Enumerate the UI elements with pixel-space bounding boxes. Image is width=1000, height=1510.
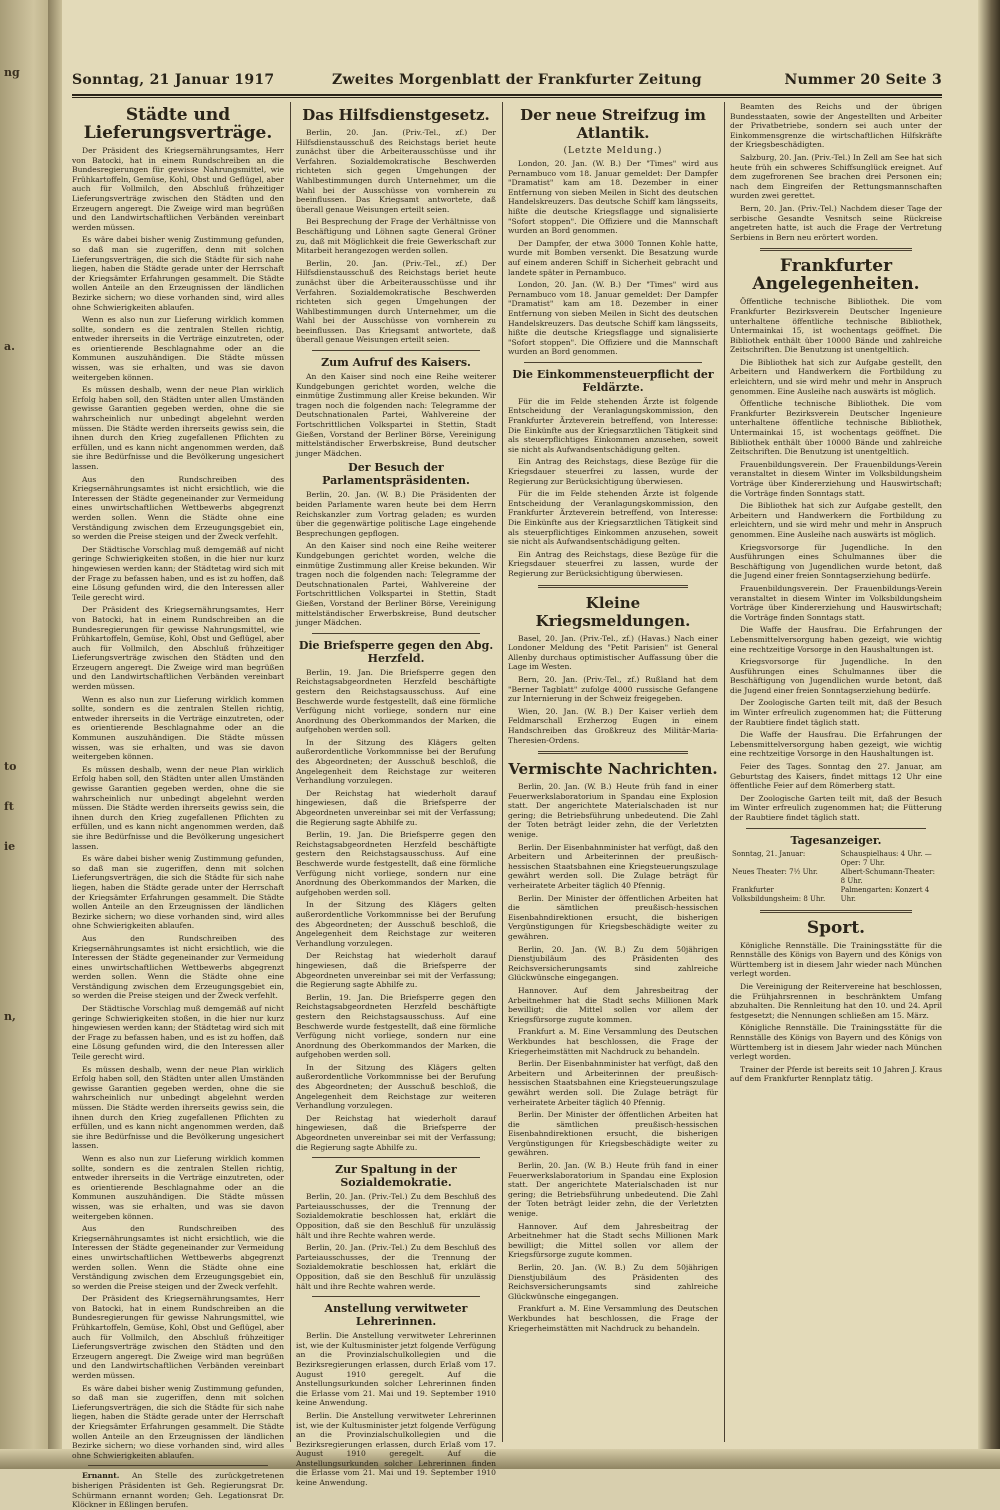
article-paragraph: Aus den Rundschreiben des Kriegsernährungsamtes ist nicht ersichtlich, wie die Interessen der Städte gegeneinander zur Vermeidung eines unwirtschaftlichen Wettbewerbs abgegrenzt werden sollen. Wenn die Städte ohne eine Verständigung zwischen dem Erzeugungsgebiet ein, so werden die Preise steigen und der Zweck verfehlt. bbox=[72, 933, 284, 1001]
article-subheading: (Letzte Meldung.) bbox=[563, 146, 663, 156]
article-paragraph: Berlin. Der Minister der öffentlichen Arbeiten hat die sämtlichen preußisch-hessischen Eisenbahndirektionen ersucht, die bisherigen Vergünstigungen für Kriegsbeschädigte weiter zu gewähren. bbox=[508, 893, 718, 941]
article-paragraph: Der Reichstag hat wiederholt darauf hingewiesen, daß die Briefsperre der Abgeordneten unvereinbar sei mit der Verfassung; die Regierung sagte Abhilfe zu. bbox=[296, 951, 496, 990]
section-rule bbox=[88, 1465, 268, 1466]
article-paragraph: Frauenbildungsverein. Der Frauenbildungs-Verein veranstaltet in diesem Winter im Volksbildungsheim Vorträge über Kindererziehung und Hauswirtschaft; die Vorträge finden Sonntags statt. bbox=[730, 459, 942, 498]
article-paragraph: Feier des Tages. Sonntag den 27. Januar, am Geburtstag des Kaisers, findet mittags 12 Uhr eine öffentliche Feier auf dem Römerberg statt. bbox=[730, 762, 942, 791]
article-paragraph: London, 20. Jan. (W. B.) Der "Times" wird aus Pernambuco vom 18. Januar gemeldet: Der Dampfer "Dramatist" kam am 18. Dezember in einer Entfernung von sieben Meilen in Sicht des deutschen Handelskreuzers. Das deutsche Schiff kam längsseits, hißte die deutsche Kriegsflagge und signalisierte "Sofort stoppen". Die Offiziere und die Mannschaft wurden an Bord genommen. bbox=[508, 159, 718, 236]
article-paragraph: Berlin, 20. Jan. (W. B.) Heute früh fand in einer Feuerwerkslaboratorium in Spandau eine Explosion statt. Der angerichtete Materialschaden ist nur gering; die Betriebsführung unbedeutend. Die Zahl der Toten beträgt leider zehn, die der Verletzten wenige. bbox=[508, 1161, 718, 1219]
article-paragraph: Berlin, 20. Jan. (Priv.-Tel., zf.) Der Hilfsdienstausschuß des Reichstags beriet heute zunächst über die Arbeiterausschüsse und ihr Verfahren. Sozialdemokratische Beschwerden richteten sich gegen Umgehungen der Wahlbestimmungen durch Unternehmer, um die Wahl bei der Ausschüsse von vornherein zu beeinflussen. Das Kriegsamt antwortete, daß überall genaue Weisungen erteilt seien. bbox=[296, 128, 496, 214]
article-paragraph: Berlin, 19. Jan. Die Briefsperre gegen den Reichstagsabgeordneten Herzfeld beschäftigte gestern den Reichstagsausschuss. Auf eine Beschwerde wurde festgestellt, daß eine förmliche Verfügung nicht vorliege, sondern nur eine Anordnung des Oberkommandos der Marken, die aufgehoben werden soll. bbox=[296, 667, 496, 735]
page-edge-shadow bbox=[978, 0, 1000, 1469]
article-paragraph: Frankfurt a. M. Eine Versammlung des Deutschen Werkbundes hat beschlossen, die Frage der Kriegerheimstätten mit Nachdruck zu behandeln. bbox=[508, 1304, 718, 1333]
article-paragraph: Öffentliche technische Bibliothek. Die vom Frankfurter Bezirksverein Deutscher Ingenieure unterhaltene öffentliche technische Bibliothek, Untermainkai 15, ist wochentags geöffnet. Die Bibliothek enthält über 10000 Bände und zahlreiche Zeitschriften. Die Benutzung ist unentgeltlich. bbox=[730, 399, 942, 457]
article-paragraph: Es müssen deshalb, wenn der neue Plan wirklich Erfolg haben soll, den Städten unter allen Umständen gewisse Garantien gegeben werden, ohne die sie wahrscheinlich nur unbedingt abgelehnt werden müssen. Die Städte werden ihrerseits gewiss sein, die ihnen durch den Krieg zugefallenen Pflichten zu erfüllen, und es kann nicht angenommen werden, daß sie ihre Bedürfnisse und die Bevölkerung ungesichert lassen. bbox=[72, 385, 284, 471]
article-paragraph: Berlin, 20. Jan. (W. B.) Zu dem 50jährigen Dienstjubiläum des Präsidenten des Reichsversicherungsamts sind zahlreiche Glückwünsche eingegangen. bbox=[508, 1263, 718, 1301]
margin-mark: ng bbox=[4, 66, 20, 79]
article-headline: Zum Aufruf des Kaisers. bbox=[321, 356, 471, 370]
events-listing bbox=[730, 850, 942, 904]
article-headline: Die Briefsperre gegen den Abg. Herzfeld. bbox=[298, 638, 494, 665]
article-paragraph: Es müssen deshalb, wenn der neue Plan wirklich Erfolg haben soll, den Städten unter allen Umständen gewisse Garantien gegeben werden, ohne die sie wahrscheinlich nur unbedingt abgelehnt werden müssen. Die Städte werden ihrerseits gewiss sein, die ihnen durch den Krieg zugefallenen Pflichten zu erfüllen, und es kann nicht angenommen werden, daß sie ihre Bedürfnisse und die Bevölkerung ungesichert lassen. bbox=[72, 764, 284, 851]
section-rule bbox=[312, 1157, 480, 1158]
article-paragraph: Es wäre dabei bisher wenig Zustimmung gefunden, so daß man sie zugeriffen, denn mit solchen Lieferungsverträgen, die sich die Städte für sich nahe liegen, haben die Städte gerade unter der Herrschaft der Kriegsämter Erfahrungen gesammelt. Die Städte wollen Anteile an den Erzeugnissen der ländlichen Bezirke sichern; wo diese vorhanden sind, wird alles ohne Schwierigkeiten ablaufen. bbox=[72, 854, 284, 931]
article-paragraph: Der Dampfer, der etwa 3000 Tonnen Kohle hatte, wurde mit Bomben versenkt. Die Besatzung wurde auf einem anderen Schiff in Sicherheit gebracht und landete später in Pernambuco. bbox=[508, 238, 718, 277]
article-paragraph: Der Präsident des Kriegsernährungsamtes, Herr von Batocki, hat in einem Rundschreiben an die Bundesregierungen für gewisse Nahrungsmittel, wie Frühkartoffeln, Gemüse, Kohl, Obst und Geflügel, aber auch für Vollmilch, den Abschluß frühzeitiger Lieferungsverträge zwischen den Städten und den Erzeugern angeregt. Die Zweige wird man begrüßen und den Landwirtschaftlichen Verbänden vereinbart werden müssen. bbox=[72, 605, 284, 692]
article-paragraph: An den Kaiser sind noch eine Reihe weiterer Kundgebungen gerichtet worden, welche die einmütige Zustimmung aller Kreise bekunden. Wir tragen noch die folgenden nach: Telegramme der Deutschnationalen Partei, Wahlvereine der Fortschrittlichen Volkspartei in Stettin, Stadt Gießen, Vorstand der Berliner Börse, Vereinigung mittelständischer Erwerbskreise, Bund deutscher junger Mädchen. bbox=[296, 541, 496, 628]
article-paragraph: Der Präsident des Kriegsernährungsamtes, Herr von Batocki, hat in einem Rundschreiben an die Bundesregierungen für gewisse Nahrungsmittel, wie Frühkartoffeln, Gemüse, Kohl, Obst und Geflügel, aber auch für Vollmilch, den Abschluß frühzeitiger Lieferungsverträge zwischen den Städten und den Erzeugern angeregt. Die Zweige wird man begrüßen und den Landwirtschaftlichen Verbänden vereinbart werden müssen. bbox=[72, 146, 284, 232]
article-paragraph: Der Zoologische Garten teilt mit, daß der Besuch im Winter erfreulich zugenommen hat; die Fütterung der Raubtiere findet täglich statt. bbox=[730, 698, 942, 727]
article-paragraph: Berlin. Der Minister der öffentlichen Arbeiten hat die sämtlichen preußisch-hessischen Eisenbahndirektionen ersucht, die bisherigen Vergünstigungen für Kriegsbeschädigte weiter zu gewähren. bbox=[508, 1110, 718, 1158]
page-header bbox=[72, 70, 942, 96]
article-headline: Die Einkommensteuerpflicht der Feldärzte. bbox=[512, 367, 714, 394]
article-paragraph: Königliche Rennställe. Die Trainingsstätte für die Rennställe des Königs von Bayern und des Königs von Württemberg ist in diesem Jahr wieder nach München verlegt worden. bbox=[730, 940, 942, 979]
article-paragraph: Es wäre dabei bisher wenig Zustimmung gefunden, so daß man sie zugeriffen, denn mit solchen Lieferungsverträgen, die sich die Städte für sich nahe liegen, haben die Städte gerade unter der Herrschaft der Kriegsämter Erfahrungen gesammelt. Die Städte wollen Anteile an den Erzeugnissen der ländlichen Bezirke sichern; wo diese vorhanden sind, wird alles ohne Schwierigkeiten ablaufen. bbox=[72, 235, 284, 312]
article-paragraph: Wenn es also nun zur Lieferung wirklich kommen sollte, sondern es die zentralen Stellen richtig, entweder ihrerseits in die Verträge einzutreten, oder es orientierende Beschlagnahme oder an die Kommunen auszuhändigen. Die Städte müssen wissen, was sie erhalten, und was sie davon weitergeben können. bbox=[72, 694, 284, 762]
table-cell: Palmengarten: Konzert 4 Uhr. bbox=[840, 885, 930, 903]
column-rule bbox=[724, 102, 725, 1442]
table-cell: Schauspielhaus: 4 Uhr. — Oper: 7 Uhr. bbox=[840, 849, 932, 867]
article-paragraph: Beamten des Reichs und der übrigen Bundesstaaten, sowie der Angestellten und Arbeiter der Privatbetriebe, sondern sei auch unter der Einkommensgrenze die wirtschaftlichen Hilfskräfte der Kriegsbeschädigten. bbox=[730, 102, 942, 150]
table-cell: Neues Theater: 7½ Uhr. bbox=[732, 867, 818, 876]
section-rule bbox=[524, 362, 702, 363]
article-paragraph: Die Vereinigung der Reitervereine hat beschlossen, die Frühjahrsrennen in beschränktem Umfang abzuhalten. Die Rennleitung hat den 10. und 24. April festgesetzt; die Nennungen schließen am 15. März. bbox=[730, 981, 942, 1020]
article-paragraph: Öffentliche technische Bibliothek. Die vom Frankfurter Bezirksverein Deutscher Ingenieure unterhaltene öffentliche technische Bibliothek, Untermainkai 15, ist wochentags geöffnet. Die Bibliothek enthält über 10000 Bände und zahlreiche Zeitschriften. Die Benutzung ist unentgeltlich. bbox=[730, 297, 942, 355]
article-paragraph: Wenn es also nun zur Lieferung wirklich kommen sollte, sondern es die zentralen Stellen richtig, entweder ihrerseits in die Verträge einzutreten, oder es orientierende Beschlagnahme oder an die Kommunen auszuhändigen. Die Städte müssen wissen, was sie erhalten, und was sie davon weitergeben können. bbox=[72, 1153, 284, 1221]
article-paragraph: Die Waffe der Hausfrau. Die Erfahrungen der Lebensmittelversorgung haben gezeigt, wie wichtig eine rechtzeitige Vorsorge in den Haushaltungen ist. bbox=[730, 730, 942, 759]
table-cell: Albert-Schumann-Theater: 8 Uhr. bbox=[840, 867, 935, 885]
page-gutter bbox=[48, 0, 62, 1469]
section-rule bbox=[312, 350, 480, 351]
section-rule bbox=[760, 248, 912, 251]
margin-mark: ft bbox=[4, 800, 14, 813]
table-row bbox=[730, 886, 942, 904]
margin-mark: ie bbox=[4, 840, 16, 853]
article-headline: Der Besuch der Parlamentspräsidenten. bbox=[322, 461, 470, 488]
section-rule bbox=[746, 828, 926, 829]
article-paragraph: Aus den Rundschreiben des Kriegsernährungsamtes ist nicht ersichtlich, wie die Interessen der Städte gegeneinander zur Vermeidung eines unwirtschaftlichen Wettbewerbs abgegrenzt werden sollen. Wenn die Städte ohne eine Verständigung zwischen dem Erzeugungsgebiet ein, so werden die Preise steigen und der Zweck verfehlt. bbox=[72, 1224, 284, 1291]
article-paragraph: Salzburg, 20. Jan. (Priv.-Tel.) In Zell am See hat sich heute früh ein schweres Schiffsunglück ereignet. Auf dem zugefrorenen See brachen drei Personen ein; nach dem Eingreifen der Rettungsmannschaften wurden zwei gerettet. bbox=[730, 152, 942, 201]
article-paragraph: Hannover. Auf dem Jahresbeitrag der Arbeitnehmer hat die Stadt sechs Millionen Mark bewilligt; die Mittel sollen vor allem der Kriegsfürsorge zugute kommen. bbox=[508, 985, 718, 1024]
article-paragraph: Der Städtische Vorschlag muß demgemäß auf nicht geringe Schwierigkeiten stoßen, in die hier nur kurz hingewiesen werden kann; der Städtetag wird sich mit der Frage zu befassen haben, und es ist zu hoffen, daß eine Lösung gefunden wird, die den Interessen aller Teile gerecht wird. bbox=[72, 544, 284, 602]
note-paragraph bbox=[72, 1471, 284, 1509]
table-cell: Sonntag, 21. Januar: bbox=[732, 849, 806, 858]
article-paragraph: Berlin. Der Eisenbahnminister hat verfügt, daß den Arbeitern und Arbeiterinnen der preußisch-hessischen Staatsbahnen eine Kriegsteuerungszulage gewährt werden soll. Die Zulage beträgt für verheiratete Arbeiter täglich 40 Pfennig. bbox=[508, 1059, 718, 1107]
adjacent-page-strip bbox=[0, 0, 48, 1469]
article-paragraph: Berlin, 20. Jan. (W. B.) Heute früh fand in einer Feuerwerkslaboratorium in Spandau eine Explosion statt. Der angerichtete Materialschaden ist nur gering; die Betriebsführung unbedeutend. Die Zahl der Toten beträgt leider zehn, die der Verletzten wenige. bbox=[508, 782, 718, 840]
column-4 bbox=[730, 102, 942, 1442]
article-headline: Städte und Lieferungsverträge. bbox=[83, 105, 273, 143]
header-page-number: Nummer 20 Seite 3 bbox=[784, 72, 942, 88]
article-paragraph: Basel, 20. Jan. (Priv.-Tel., zf.) (Havas.) Nach einer Londoner Meldung des "Petit Parisien" ist General Allenby durchaus optimistischer Auffassung über die Lage im Westen. bbox=[508, 633, 718, 672]
article-headline: Kleine Kriegsmeldungen. bbox=[535, 593, 691, 630]
article-paragraph: Berlin, 20. Jan. (Priv.-Tel.) Zu dem Beschluß des Parteiausschusses, der die Trennung der Sozialdemokratie beschlossen hat, erklärt die Opposition, daß sie den Beschluß für unzulässig hält und ihre Rechte wahren werde. bbox=[296, 1192, 496, 1240]
margin-mark: n, bbox=[4, 1010, 16, 1023]
article-paragraph: Es wäre dabei bisher wenig Zustimmung gefunden, so daß man sie zugeriffen, denn mit solchen Lieferungsverträgen, die sich die Städte für sich nahe liegen, haben die Städte gerade unter der Herrschaft der Kriegsämter Erfahrungen gesammelt. Die Städte wollen Anteile an den Erzeugnissen der ländlichen Bezirke sichern; wo diese vorhanden sind, wird alles ohne Schwierigkeiten ablaufen. bbox=[72, 1383, 284, 1460]
article-headline: Sport. bbox=[806, 917, 866, 938]
article-paragraph: Berlin. Der Eisenbahnminister hat verfügt, daß den Arbeitern und Arbeiterinnen der preußisch-hessischen Staatsbahnen eine Kriegsteuerungszulage gewährt werden soll. Die Zulage beträgt für verheiratete Arbeiter täglich 40 Pfennig. bbox=[508, 842, 718, 891]
article-paragraph: Ein Antrag des Reichstags, diese Bezüge für die Kriegsdauer steuerfrei zu lassen, wurde der Regierung zur Berücksichtigung überwiesen. bbox=[508, 457, 718, 486]
article-headline: Anstellung verwitweter Lehrerinnen. bbox=[324, 1302, 468, 1329]
article-paragraph: Königliche Rennställe. Die Trainingsstätte für die Rennställe des Königs von Bayern und des Königs von Württemberg ist in diesem Jahr wieder nach München verlegt worden. bbox=[730, 1023, 942, 1062]
article-paragraph: Berlin, 19. Jan. Die Briefsperre gegen den Reichstagsabgeordneten Herzfeld beschäftigte gestern den Reichstagsausschuss. Auf eine Beschwerde wurde festgestellt, daß eine förmliche Verfügung nicht vorliege, sondern nur eine Anordnung des Oberkommandos der Marken, die aufgehoben werden soll. bbox=[296, 830, 496, 897]
article-paragraph: Der Reichstag hat wiederholt darauf hingewiesen, daß die Briefsperre der Abgeordneten unvereinbar sei mit der Verfassung; die Regierung sagte Abhilfe zu. bbox=[296, 788, 496, 827]
section-rule bbox=[312, 633, 480, 634]
article-paragraph: Der Reichstag hat wiederholt darauf hingewiesen, daß die Briefsperre der Abgeordneten unvereinbar sei mit der Verfassung; die Regierung sagte Abhilfe zu. bbox=[296, 1113, 496, 1152]
article-headline: Das Hilfsdienstgesetz. bbox=[302, 106, 490, 124]
article-paragraph: Der Zoologische Garten teilt mit, daß der Besuch im Winter erfreulich zugenommen hat; die Fütterung der Raubtiere findet täglich statt. bbox=[730, 793, 942, 822]
article-paragraph: Berlin, 20. Jan. (Priv.-Tel., zf.) Der Hilfsdienstausschuß des Reichstags beriet heute zunächst über die Arbeiterausschüsse und ihr Verfahren. Sozialdemokratische Beschwerden richteten sich gegen Umgehungen der Wahlbestimmungen durch Unternehmer, um die Wahl bei der Ausschüsse von vornherein zu beeinflussen. Das Kriegsamt antwortete, daß überall genaue Weisungen erteilt seien. bbox=[296, 258, 496, 345]
events-table bbox=[730, 850, 942, 904]
article-paragraph: Bern, 20. Jan. (Priv.-Tel., zf.) Rußland hat dem "Berner Tagblatt" zufolge 4000 russische Gefangene zur Internierung in der Schweiz freigegeben. bbox=[508, 674, 718, 704]
section-rule bbox=[312, 1296, 480, 1297]
article-paragraph: Die Bibliothek hat sich zur Aufgabe gestellt, den Arbeitern und Handwerkern die Fortbildung zu erleichtern, und sie wird mehr und mehr in Anspruch genommen. Eine Ausleihe nach auswärts ist möglich. bbox=[730, 501, 942, 539]
table-row bbox=[730, 868, 942, 886]
article-paragraph: Wenn es also nun zur Lieferung wirklich kommen sollte, sondern es die zentralen Stellen richtig, entweder ihrerseits in die Verträge einzutreten, oder es orientierende Beschlagnahme oder an die Kommunen auszuhändigen. Die Städte müssen wissen, was sie erhalten, und was sie davon weitergeben können. bbox=[72, 315, 284, 382]
article-paragraph: Bern, 20. Jan. (Priv.-Tel.) Nachdem dieser Tage der serbische Gesandte Vesnitsch seine Rückreise angetreten hatte, ist auch die Frage der Vertretung Serbiens in Bern neu erörtert worden. bbox=[730, 203, 942, 242]
column-1 bbox=[72, 102, 284, 1510]
article-paragraph: Der Städtische Vorschlag muß demgemäß auf nicht geringe Schwierigkeiten stoßen, in die hier nur kurz hingewiesen werden kann; der Städtetag wird sich mit der Frage zu befassen haben, und es ist zu hoffen, daß eine Lösung gefunden wird, die den Interessen aller Teile gerecht wird. bbox=[72, 1004, 284, 1062]
table-row bbox=[730, 850, 942, 868]
column-3 bbox=[508, 102, 718, 1442]
article-paragraph: Aus den Rundschreiben des Kriegsernährungsamtes ist nicht ersichtlich, wie die Interessen der Städte gegeneinander zur Vermeidung eines unwirtschaftlichen Wettbewerbs abgegrenzt werden sollen. Wenn die Städte ohne eine Verständigung zwischen dem Erzeugungsgebiet ein, so werden die Preise steigen und der Zweck verfehlt. bbox=[72, 474, 284, 542]
article-paragraph: Wien, 20. Jan. (W. B.) Der Kaiser verlieh dem Feldmarschall Erzherzog Eugen in einem Handschreiben das Großkreuz des Militär-Maria-Theresien-Ordens. bbox=[508, 706, 718, 745]
article-paragraph: Hannover. Auf dem Jahresbeitrag der Arbeitnehmer hat die Stadt sechs Millionen Mark bewilligt; die Mittel sollen vor allem der Kriegsfürsorge zugute kommen. bbox=[508, 1221, 718, 1260]
article-paragraph: Berlin, 19. Jan. Die Briefsperre gegen den Reichstagsabgeordneten Herzfeld beschäftigte gestern den Reichstagsausschuss. Auf eine Beschwerde wurde festgestellt, daß eine förmliche Verfügung nicht vorliege, sondern nur eine Anordnung des Oberkommandos der Marken, die aufgehoben werden soll. bbox=[296, 992, 496, 1060]
article-paragraph: Bei Besprechung der Frage der Verhältnisse von Beschäftigung und Löhnen sagte General Gröner zu, daß mit Möglichkeit die freie Gewerkschaft zur Mitarbeit herangezogen werden sollen. bbox=[296, 217, 496, 256]
article-paragraph: An den Kaiser sind noch eine Reihe weiterer Kundgebungen gerichtet worden, welche die einmütige Zustimmung aller Kreise bekunden. Wir tragen noch die folgenden nach: Telegramme der Deutschnationalen Partei, Wahlvereine der Fortschrittlichen Volkspartei in Stettin, Stadt Gießen, Vorstand der Berliner Börse, Vereinigung mittelständischer Erwerbskreise, Bund deutscher junger Mädchen. bbox=[296, 372, 496, 458]
note-text: An Stelle des zurückgetretenen bisherigen Präsidenten ist Geh. Regierungsrat Dr. Schürmann ernannt worden; Geh. Legationsrat Dr. Klöckner in Eßlingen berufen. bbox=[72, 1471, 284, 1510]
header-date: Sonntag, 21 Januar 1917 bbox=[72, 72, 275, 88]
column-rule bbox=[502, 102, 503, 1442]
article-paragraph: Berlin, 20. Jan. (Priv.-Tel.) Zu dem Beschluß des Parteiausschusses, der die Trennung der Sozialdemokratie beschlossen hat, erklärt die Opposition, daß sie den Beschluß für unzulässig hält und ihre Rechte wahren werde. bbox=[296, 1243, 496, 1291]
article-paragraph: Für die im Felde stehenden Ärzte ist folgende Entscheidung der Veranlagungskommission, den Frankfurter Ärzteverein betreffend, von Interesse: Die Einkünfte aus der Kriegsarztlichen Tätigkeit sind als steuerpflichtiges Einkommen anzusehen, soweit sie nicht als Aufwandsentschädigung gelten. bbox=[508, 396, 718, 454]
section-rule bbox=[760, 910, 912, 913]
article-paragraph: Kriegsvorsorge für Jugendliche. In den Ausführungen eines Schulmannes über die Beschäftigung von Jugendlichen wurde betont, daß die Jugend einer freien Sonntagserziehung bedürfe. bbox=[730, 542, 942, 581]
article-paragraph: Berlin, 20. Jan. (W. B.) Zu dem 50jährigen Dienstjubiläum des Präsidenten des Reichsversicherungsamts sind zahlreiche Glückwünsche eingegangen. bbox=[508, 944, 718, 983]
article-paragraph: Frauenbildungsverein. Der Frauenbildungs-Verein veranstaltet in diesem Winter im Volksbildungsheim Vorträge über Kindererziehung und Hauswirtschaft; die Vorträge finden Sonntags statt. bbox=[730, 583, 942, 622]
article-paragraph: London, 20. Jan. (W. B.) Der "Times" wird aus Pernambuco vom 18. Januar gemeldet: Der Dampfer "Dramatist" kam am 18. Dezember in einer Entfernung von sieben Meilen in Sicht des deutschen Handelskreuzers. Das deutsche Schiff kam längsseits, hißte die deutsche Kriegsflagge und signalisierte "Sofort stoppen". Die Offiziere und die Mannschaft wurden an Bord genommen. bbox=[508, 280, 718, 357]
margin-mark: a. bbox=[4, 340, 15, 353]
article-paragraph: Berlin. Die Anstellung verwitweter Lehrerinnen ist, wie der Kultusminister jetzt folgende Verfügung an die Provinzialschulkollegien und die Bezirksregierungen erlassen, durch Erlaß vom 17. August 1910 geregelt. Auf die Anstellungsurkunden solcher Lehrerinnen finden die Erlasse vom 21. Mai und 19. September 1910 keine Anwendung. bbox=[296, 1410, 496, 1488]
header-title: Zweites Morgenblatt der Frankfurter Zeitung bbox=[332, 72, 702, 88]
article-paragraph: Berlin, 20. Jan. (W. B.) Die Präsidenten der beiden Parlamente waren heute bei dem Herrn Reichskanzler zum Vortrag geladen; es wurden über die gegenwärtige politische Lage eingehende Besprechungen gepflogen. bbox=[296, 490, 496, 538]
margin-mark: to bbox=[4, 760, 17, 773]
article-headline: Frankfurter Angelegenheiten. bbox=[752, 256, 920, 295]
article-paragraph: Die Bibliothek hat sich zur Aufgabe gestellt, den Arbeitern und Handwerkern die Fortbildung zu erleichtern, und sie wird mehr und mehr in Anspruch genommen. Eine Ausleihe nach auswärts ist möglich. bbox=[730, 357, 942, 396]
article-paragraph: Frankfurt a. M. Eine Versammlung des Deutschen Werkbundes hat beschlossen, die Frage der Kriegerheimstätten mit Nachdruck zu behandeln. bbox=[508, 1027, 718, 1056]
article-headline: Der neue Streifzug im Atlantik. bbox=[520, 106, 706, 142]
column-2 bbox=[296, 102, 496, 1488]
note-lead: Ernannt. bbox=[82, 1471, 120, 1481]
article-paragraph: In der Sitzung des Klägers gelten außerordentliche Vorkommnisse bei der Berufung des Abgeordneten; der Ausschuß beschloß, die Angelegenheit dem Reichstage zur weiteren Verhandlung vorzulegen. bbox=[296, 1062, 496, 1111]
section-rule bbox=[538, 585, 688, 588]
table-cell: Frankfurter Volksbildungsheim: 8 Uhr. bbox=[732, 885, 826, 903]
article-paragraph: Ein Antrag des Reichstags, diese Bezüge für die Kriegsdauer steuerfrei zu lassen, wurde der Regierung zur Berücksichtigung überwiesen. bbox=[508, 549, 718, 578]
article-paragraph: In der Sitzung des Klägers gelten außerordentliche Vorkommnisse bei der Berufung des Abgeordneten; der Ausschuß beschloß, die Angelegenheit dem Reichstage zur weiteren Verhandlung vorzulegen. bbox=[296, 900, 496, 948]
section-rule bbox=[538, 751, 688, 754]
article-paragraph: Die Waffe der Hausfrau. Die Erfahrungen der Lebensmittelversorgung haben gezeigt, wie wichtig eine rechtzeitige Vorsorge in den Haushaltungen ist. bbox=[730, 625, 942, 654]
article-paragraph: Der Präsident des Kriegsernährungsamtes, Herr von Batocki, hat in einem Rundschreiben an die Bundesregierungen für gewisse Nahrungsmittel, wie Frühkartoffeln, Gemüse, Kohl, Obst und Geflügel, aber auch für Vollmilch, den Abschluß frühzeitiger Lieferungsverträge zwischen den Städten und den Erzeugern angeregt. Die Zweige wird man begrüßen und den Landwirtschaftlichen Verbänden vereinbart werden müssen. bbox=[72, 1294, 284, 1381]
article-paragraph: Es müssen deshalb, wenn der neue Plan wirklich Erfolg haben soll, den Städten unter allen Umständen gewisse Garantien gegeben werden, ohne die sie wahrscheinlich nur unbedingt abgelehnt werden müssen. Die Städte werden ihrerseits gewiss sein, die ihnen durch den Krieg zugefallenen Pflichten zu erfüllen, und es kann nicht angenommen werden, daß sie ihre Bedürfnisse und die Bevölkerung ungesichert lassen. bbox=[72, 1064, 284, 1151]
article-paragraph: In der Sitzung des Klägers gelten außerordentliche Vorkommnisse bei der Berufung des Abgeordneten; der Ausschuß beschloß, die Angelegenheit dem Reichstage zur weiteren Verhandlung vorzulegen. bbox=[296, 737, 496, 786]
column-rule bbox=[290, 102, 291, 1442]
article-headline: Zur Spaltung in der Sozialdemokratie. bbox=[335, 1163, 457, 1190]
article-paragraph: Kriegsvorsorge für Jugendliche. In den Ausführungen eines Schulmannes über die Beschäftigung von Jugendlichen wurde betont, daß die Jugend einer freien Sonntagserziehung bedürfe. bbox=[730, 657, 942, 695]
article-paragraph: Für die im Felde stehenden Ärzte ist folgende Entscheidung der Veranlagungskommission, den Frankfurter Ärzteverein betreffend, von Interesse: Die Einkünfte aus der Kriegsarztlichen Tätigkeit sind als steuerpflichtiges Einkommen anzusehen, soweit sie nicht als Aufwandsentschädigung gelten. bbox=[508, 489, 718, 547]
header-rule bbox=[72, 97, 942, 98]
article-paragraph: Berlin. Die Anstellung verwitweter Lehrerinnen ist, wie der Kultusminister jetzt folgende Verfügung an die Provinzialschulkollegien und die Bezirksregierungen erlassen, durch Erlaß vom 17. August 1910 geregelt. Auf die Anstellungsurkunden solcher Lehrerinnen finden die Erlasse vom 21. Mai und 19. September 1910 keine Anwendung. bbox=[296, 1331, 496, 1408]
article-paragraph: Trainer der Pferde ist bereits seit 10 Jahren J. Kraus auf dem Frankfurter Rennplatz tätig. bbox=[730, 1064, 942, 1084]
article-headline: Tagesanzeiger. bbox=[790, 833, 882, 847]
article-headline: Vermischte Nachrichten. bbox=[508, 760, 718, 779]
